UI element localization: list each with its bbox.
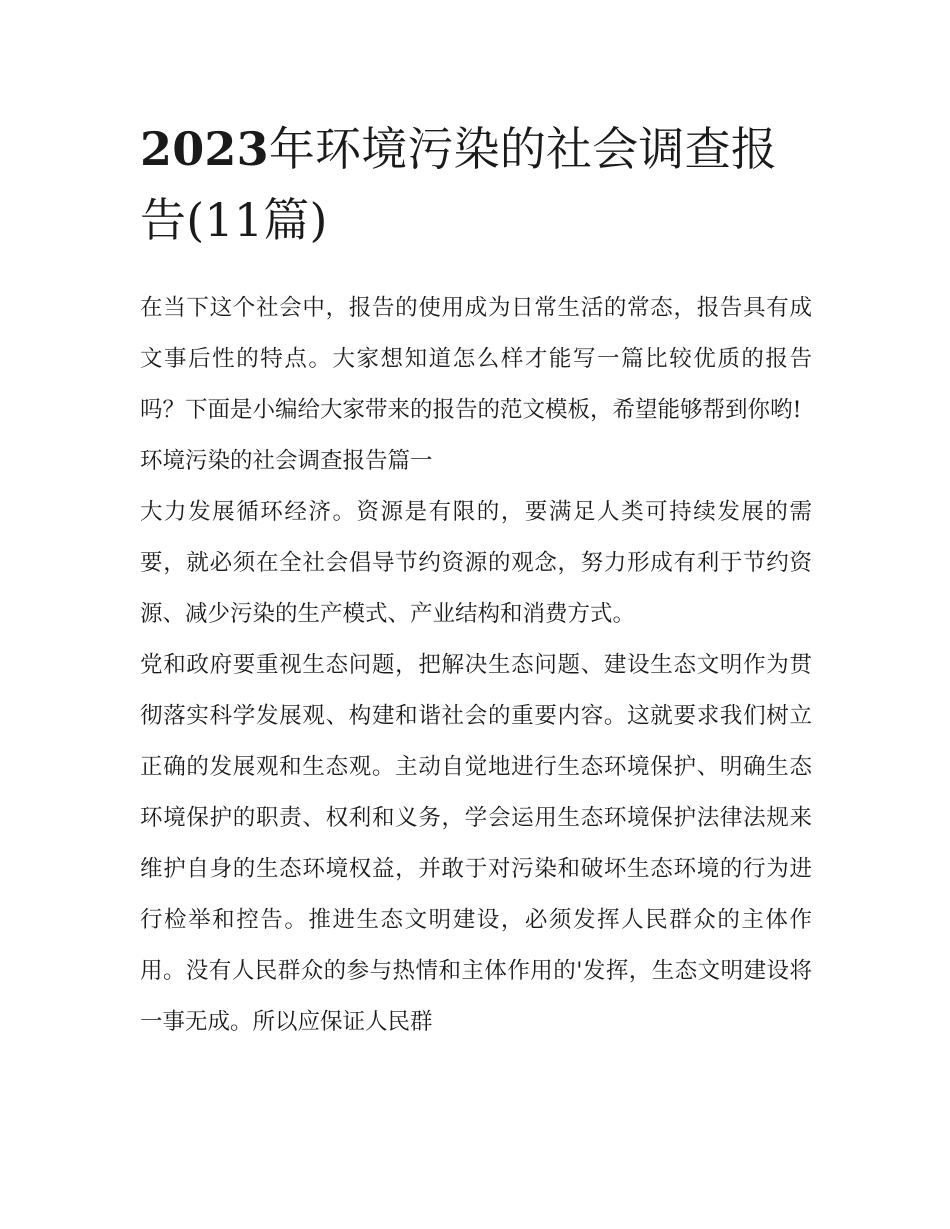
section-heading: 环境污染的社会调查报告篇一 [140, 448, 433, 474]
document-page [140, 0, 812, 1048]
body-paragraph: 大力发展循环经济。资源是有限的，要满足人类可持续发展的需要，就必须在全社会倡导节约资源的观念，努力形成有利于节约资源、减少污染的生产模式、产业结构和消费方式。 [140, 499, 812, 627]
document-body [140, 283, 812, 1048]
title-text: 年环境污染的社会调查报告(11篇) [140, 122, 778, 247]
document-title [140, 0, 812, 256]
title-year: 2023 [140, 122, 269, 176]
intro-paragraph: 在当下这个社会中，报告的使用成为日常生活的常态，报告具有成文事后性的特点。大家想知道怎么样才能写一篇比较优质的报告吗？下面是小编给大家带来的报告的范文模板，希望能够帮到你哟! [140, 295, 812, 423]
body-paragraph: 党和政府要重视生态问题，把解决生态问题、建设生态文明作为贯彻落实科学发展观、构建和谐社会的重要内容。这就要求我们树立正确的发展观和生态观。主动自觉地进行生态环境保护、明确生态环境保护的职责、权利和义务，学会运用生态环境保护法律法规来维护自身的生态环境权益，并敢于对污染和破坏生态环境的行为进行检举和控告。推进生态文明建设，必须发挥人民群众的主体作用。没有人民群众的参与热情和主体作用的'发挥，生态文明建设将一事无成。所以应保证人民群 [140, 652, 812, 1035]
